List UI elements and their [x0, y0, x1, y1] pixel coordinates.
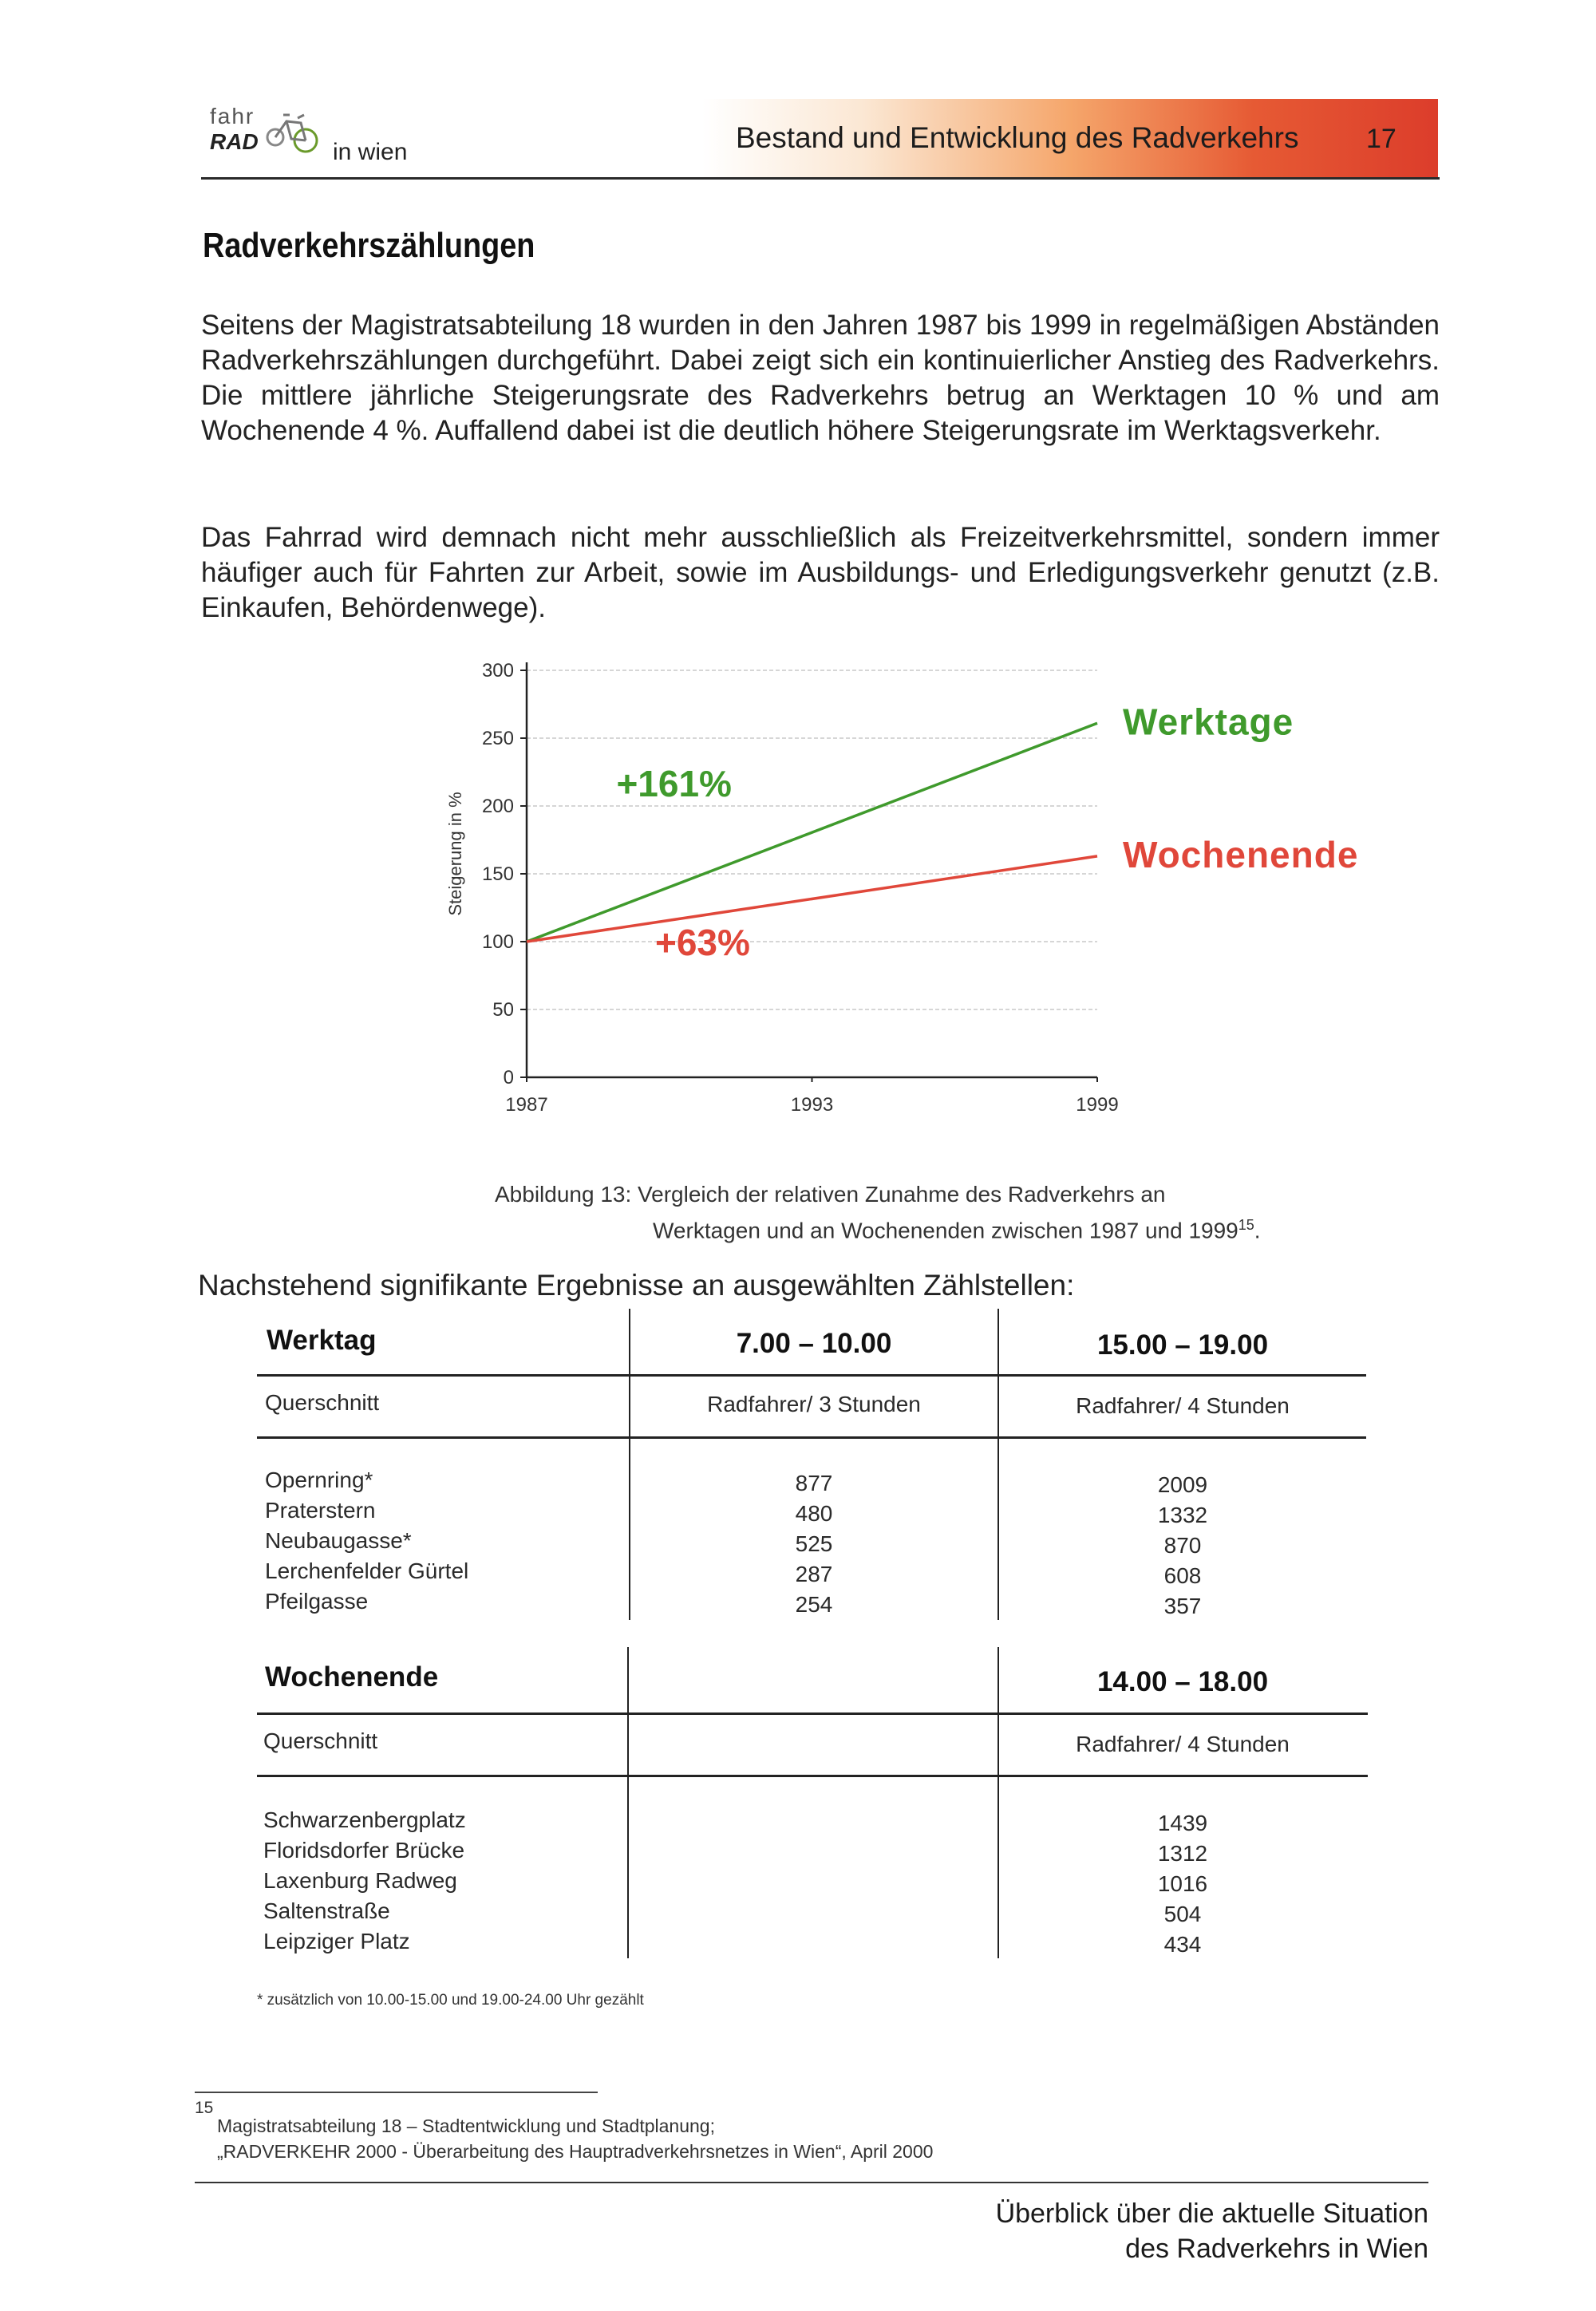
footnote-line-2: „RADVERKEHR 2000 - Überarbeitung des Hauptradverkehrsnetzes in Wien“, April 2000 — [217, 2141, 934, 2162]
werktag-location-2: Neubaugasse* — [265, 1528, 412, 1553]
caption-footnote-ref: 15 — [1238, 1217, 1254, 1233]
werktag-count-evening-3: 608 — [1163, 1563, 1202, 1588]
werktag-count-morning-0: 877 — [795, 1471, 833, 1495]
running-header-title: Bestand und Entwicklung des Radverkehrs — [736, 121, 1299, 154]
chart-series — [527, 701, 1358, 963]
results-intro: Nachstehend signifikante Ergebnisse an ausgewählten Zählstellen: — [198, 1269, 1075, 1302]
table-werktag-rule-1 — [257, 1374, 1366, 1377]
table-wochenende-vline-1 — [627, 1647, 629, 1958]
y-tick-label-2: 100 — [481, 931, 514, 953]
table-wochenende-col2-header: 14.00 – 18.00 — [1096, 1666, 1269, 1697]
chart-tick-labels — [482, 660, 1119, 1116]
y-tick-label-3: 150 — [481, 863, 514, 885]
y-axis-label: Steigerung in % — [445, 792, 465, 916]
werktag-location-1: Praterstern — [265, 1498, 376, 1523]
figure-caption — [495, 1179, 1373, 1246]
footnote-divider — [195, 2092, 598, 2093]
page-footer — [878, 2196, 1428, 2266]
werktag-count-morning-3: 287 — [795, 1562, 833, 1586]
wochenende-count-4: 434 — [1163, 1932, 1202, 1957]
chart-gridlines — [527, 670, 1097, 1009]
y-tick-label-6: 300 — [481, 660, 514, 681]
wochenende-location-0: Schwarzenbergplatz — [263, 1807, 466, 1832]
werktag-count-evening-0: 2009 — [1157, 1472, 1208, 1497]
caption-line-2: Werktagen und an Wochenenden zwischen 1987 und 1999 — [653, 1218, 1238, 1243]
werktag-count-evening-1: 1332 — [1157, 1503, 1208, 1527]
paragraph-2: Das Fahrrad wird demnach nicht mehr ausschließlich als Freizeitverkehrsmittel, sondern immer häufiger auch für Fahrten zur Arbeit, sowie im Ausbildungs- und Erledigungsverkehr genutzt (z.B. Einkaufen, Behördenwege). — [201, 522, 1440, 623]
wochenende-location-3: Saltenstraße — [263, 1898, 390, 1923]
caption-line-1: Abbildung 13: Vergleich der relativen Zunahme des Radverkehrs an — [495, 1182, 1166, 1207]
logo-suffix: in wien — [333, 139, 408, 165]
caption-line-2-wrap — [495, 1210, 1373, 1246]
table-wochenende-values-2 — [999, 1808, 1366, 1960]
table-wochenende-names — [263, 1805, 466, 1957]
table-werktag-names — [265, 1465, 468, 1617]
werktag-count-evening-2: 870 — [1163, 1533, 1202, 1558]
table-werktag-values-1 — [630, 1468, 998, 1620]
page-number: 17 — [1366, 124, 1396, 154]
wochenende-count-2: 1016 — [1157, 1871, 1208, 1896]
paragraph-1: Seitens der Magistratsabteilung 18 wurden in den Jahren 1987 bis 1999 in regelmäßigen Abständen Radverkehrszählungen durchgeführt. Dabei zeigt sich ein kontinuierlicher Anstieg des Radverkehrs. Die mittlere jährliche Steigerungsrate des Radverkehrs betrug an Werktagen 10 % und am Wochenende 4 %. Auffallend dabei ist die deutlich höhere Steigerungsrate im Werktagsverkehr. — [201, 310, 1440, 446]
wochenende-location-1: Floridsdorfer Brücke — [263, 1838, 465, 1863]
x-tick-label-2: 1999 — [1076, 1094, 1119, 1116]
wochenende-location-2: Laxenburg Radweg — [263, 1868, 457, 1893]
y-tick-label-5: 250 — [481, 728, 514, 749]
werktag-count-morning-1: 480 — [795, 1501, 833, 1526]
werktag-count-morning-4: 254 — [795, 1592, 833, 1617]
werktag-location-4: Pfeilgasse — [265, 1589, 369, 1614]
logo-text-top: fahr — [210, 104, 255, 128]
table-werktag-title: Werktag — [267, 1325, 377, 1356]
table-werktag-col2-header: 15.00 – 19.00 — [1096, 1329, 1269, 1361]
logo-text-bottom: RAD — [210, 129, 259, 154]
table-wochenende-sub-label: Querschnitt — [263, 1728, 378, 1753]
table-werktag-sub-label: Querschnitt — [265, 1390, 380, 1415]
x-tick-label-1: 1993 — [790, 1094, 834, 1116]
y-tick-label-1: 50 — [492, 999, 514, 1021]
table-werktag-col1-header: 7.00 – 10.00 — [736, 1328, 892, 1359]
growth-line-chart — [399, 646, 1468, 1141]
table-werktag-col2-sub: Radfahrer/ 4 Stunden — [1076, 1393, 1290, 1418]
table-wochenende-rule-1 — [257, 1713, 1368, 1715]
table-werktag-values-2 — [999, 1470, 1366, 1622]
footer-line-1: Überblick über die aktuelle Situation — [995, 2198, 1428, 2229]
wochenende-count-3: 504 — [1163, 1902, 1202, 1926]
chart-axes — [520, 662, 1097, 1082]
series-change-label-werktage: +161% — [616, 763, 732, 805]
section-title: Radverkehrszählungen — [203, 226, 535, 265]
werktag-count-morning-2: 525 — [795, 1531, 833, 1556]
series-change-label-wochenende: +63% — [654, 922, 750, 963]
series-line-wochenende — [527, 856, 1097, 942]
footnote-text — [217, 2113, 933, 2164]
y-tick-label-4: 200 — [481, 796, 514, 817]
table-wochenende-title: Wochenende — [265, 1661, 439, 1693]
table-note: * zusätzlich von 10.00-15.00 und 19.00-24.00 Uhr gezählt — [257, 1992, 644, 2009]
series-label-werktage: Werktage — [1123, 701, 1294, 743]
wochenende-count-0: 1439 — [1157, 1811, 1208, 1835]
werktag-location-0: Opernring* — [265, 1468, 373, 1492]
y-tick-label-0: 0 — [503, 1067, 514, 1088]
header-divider — [201, 177, 1440, 180]
table-werktag-col1-sub: Radfahrer/ 3 Stunden — [707, 1392, 921, 1416]
x-tick-label-0: 1987 — [505, 1094, 548, 1116]
footnote-number: 15 — [195, 2099, 214, 2117]
logo — [203, 97, 408, 169]
bicycle-icon — [259, 97, 323, 161]
wochenende-location-4: Leipziger Platz — [263, 1929, 410, 1953]
caption-end: . — [1254, 1218, 1261, 1243]
table-wochenende-rule-2 — [257, 1775, 1368, 1777]
table-werktag-rule-2 — [257, 1436, 1366, 1439]
footer-divider — [195, 2182, 1428, 2183]
footnote-line-1: Magistratsabteilung 18 – Stadtentwicklung und Stadtplanung; — [217, 2115, 715, 2136]
series-label-wochenende: Wochenende — [1123, 833, 1359, 875]
werktag-count-evening-4: 357 — [1163, 1594, 1202, 1618]
werktag-location-3: Lerchenfelder Gürtel — [265, 1558, 469, 1583]
footer-line-2: des Radverkehrs in Wien — [1125, 2234, 1428, 2264]
table-wochenende-col2-sub: Radfahrer/ 4 Stunden — [1076, 1732, 1290, 1756]
wochenende-count-1: 1312 — [1157, 1841, 1208, 1866]
series-line-werktage — [527, 723, 1097, 942]
